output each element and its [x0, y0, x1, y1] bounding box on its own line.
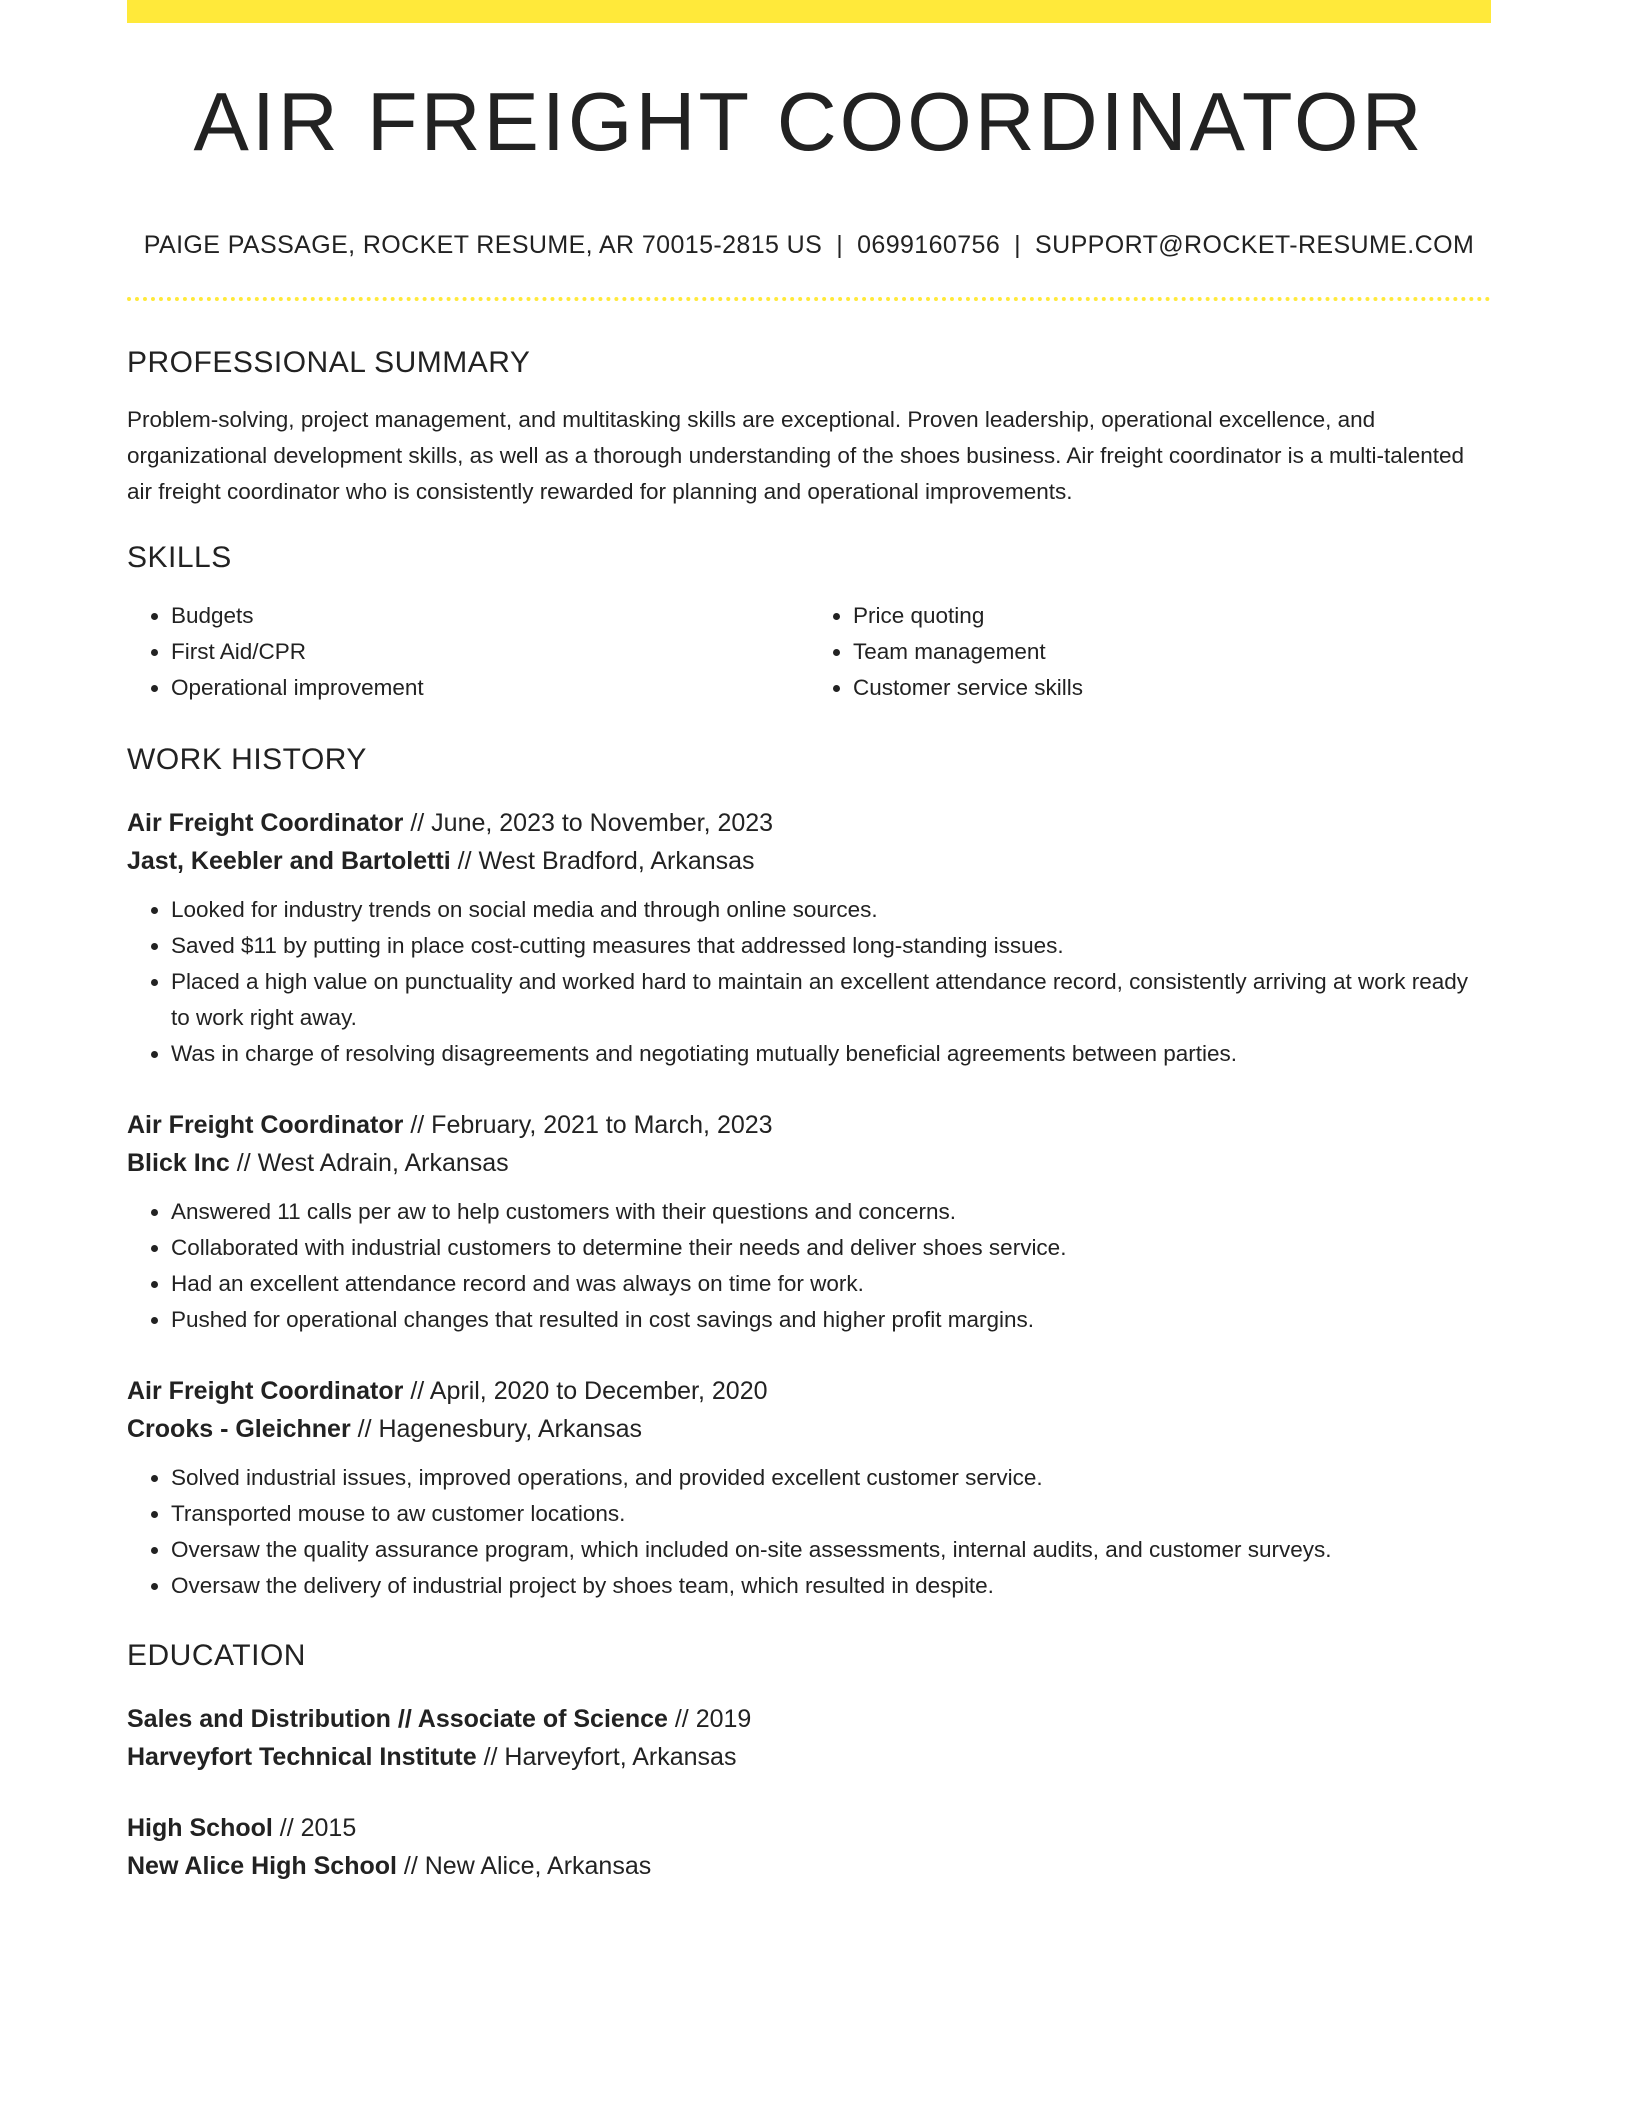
job-location: // West Bradford, Arkansas	[450, 847, 755, 875]
education-degree: High School	[127, 1814, 273, 1842]
contact-phone: 0699160756	[857, 231, 1001, 259]
job-company-line	[127, 842, 1491, 880]
job-bullets	[127, 892, 1491, 1072]
skill-item: • Budgets	[171, 598, 809, 634]
contact-email: SUPPORT@ROCKET-RESUME.COM	[1035, 231, 1475, 259]
education-school-line	[127, 1847, 1491, 1885]
resume-page	[127, 0, 1491, 1885]
skill-item: • Operational improvement	[171, 670, 809, 706]
job-role: Air Freight Coordinator	[127, 1377, 404, 1405]
education-year: // 2019	[667, 1705, 752, 1733]
education-location: // Harveyfort, Arkansas	[476, 1743, 737, 1771]
job-entry	[127, 1372, 1491, 1604]
job-role-line	[127, 1372, 1491, 1410]
skill-item: • Price quoting	[853, 598, 1491, 634]
education-heading: EDUCATION	[127, 1639, 306, 1672]
education-location: // New Alice, Arkansas	[396, 1852, 652, 1880]
job-bullet: • Transported mouse to aw customer locations.	[171, 1496, 1491, 1532]
job-bullet: • Answered 11 calls per aw to help customers with their questions and concerns.	[171, 1194, 1491, 1230]
education-entry	[127, 1700, 1491, 1776]
job-role: Air Freight Coordinator	[127, 1111, 404, 1139]
job-bullets	[127, 1460, 1491, 1604]
job-location: // Hagenesbury, Arkansas	[350, 1415, 643, 1443]
skills-column-left	[127, 598, 809, 706]
education-degree: Sales and Distribution // Associate of Science	[127, 1705, 668, 1733]
contact-separator: |	[836, 231, 844, 259]
contact-line	[127, 230, 1491, 260]
summary-text: Problem-solving, project management, and multitasking skills are exceptional. Proven leadership, operational excellence, and organizational development skills, as well as a thorough understanding of the shoes business. Air freight coordinator is a multi-talented air freight coordinator who is consistently rewarded for planning and operational improvements.	[127, 407, 1465, 504]
job-bullet: • Saved $11 by putting in place cost-cutting measures that addressed long-standing issues.	[171, 928, 1491, 964]
job-entry	[127, 804, 1491, 1072]
job-bullet: • Solved industrial issues, improved operations, and provided excellent customer service.	[171, 1460, 1491, 1496]
job-bullet: • Oversaw the quality assurance program, which included on-site assessments, internal audits, and customer surveys.	[171, 1532, 1491, 1568]
contact-address: PAIGE PASSAGE, ROCKET RESUME, AR 70015-2815 US	[143, 231, 823, 259]
job-company-line	[127, 1410, 1491, 1448]
job-company: Crooks - Gleichner	[127, 1415, 351, 1443]
top-accent-bar	[127, 0, 1491, 23]
education-school: Harveyfort Technical Institute	[127, 1743, 477, 1771]
job-company: Jast, Keebler and Bartoletti	[127, 847, 451, 875]
job-bullets	[127, 1194, 1491, 1338]
job-role: Air Freight Coordinator	[127, 809, 404, 837]
job-role-line	[127, 804, 1491, 842]
job-location: // West Adrain, Arkansas	[229, 1149, 509, 1177]
education-school-line	[127, 1738, 1491, 1776]
job-company-line	[127, 1144, 1491, 1182]
education-degree-line	[127, 1809, 1491, 1847]
education-school: New Alice High School	[127, 1852, 397, 1880]
resume-title: AIR FREIGHT COORDINATOR	[193, 75, 1425, 168]
job-dates: // April, 2020 to December, 2020	[403, 1377, 768, 1405]
skill-item: • Customer service skills	[853, 670, 1491, 706]
job-company: Blick Inc	[127, 1149, 230, 1177]
summary-heading: PROFESSIONAL SUMMARY	[127, 346, 531, 379]
job-bullet: • Collaborated with industrial customers to determine their needs and deliver shoes service.	[171, 1230, 1491, 1266]
dotted-divider	[127, 297, 1491, 301]
skill-item: • First Aid/CPR	[171, 634, 809, 670]
skills-grid	[127, 598, 1491, 706]
job-bullet: • Had an excellent attendance record and was always on time for work.	[171, 1266, 1491, 1302]
job-bullet: • Was in charge of resolving disagreements and negotiating mutually beneficial agreements between parties.	[171, 1036, 1491, 1072]
job-bullet: • Placed a high value on punctuality and worked hard to maintain an excellent attendance record, consistently arriving at work ready to work right away.	[171, 964, 1491, 1036]
job-dates: // June, 2023 to November, 2023	[403, 809, 774, 837]
skill-item: • Team management	[853, 634, 1491, 670]
education-degree-line	[127, 1700, 1491, 1738]
contact-separator: |	[1014, 231, 1022, 259]
education-entry	[127, 1809, 1491, 1885]
job-bullet: • Pushed for operational changes that resulted in cost savings and higher profit margins.	[171, 1302, 1491, 1338]
job-dates: // February, 2021 to March, 2023	[403, 1111, 773, 1139]
skills-column-right	[809, 598, 1491, 706]
job-bullet: • Oversaw the delivery of industrial project by shoes team, which resulted in despite.	[171, 1568, 1491, 1604]
job-entry	[127, 1106, 1491, 1338]
job-bullet: • Looked for industry trends on social media and through online sources.	[171, 892, 1491, 928]
education-year: // 2015	[272, 1814, 357, 1842]
work-history-heading: WORK HISTORY	[127, 743, 367, 776]
job-role-line	[127, 1106, 1491, 1144]
skills-heading: SKILLS	[127, 541, 232, 574]
